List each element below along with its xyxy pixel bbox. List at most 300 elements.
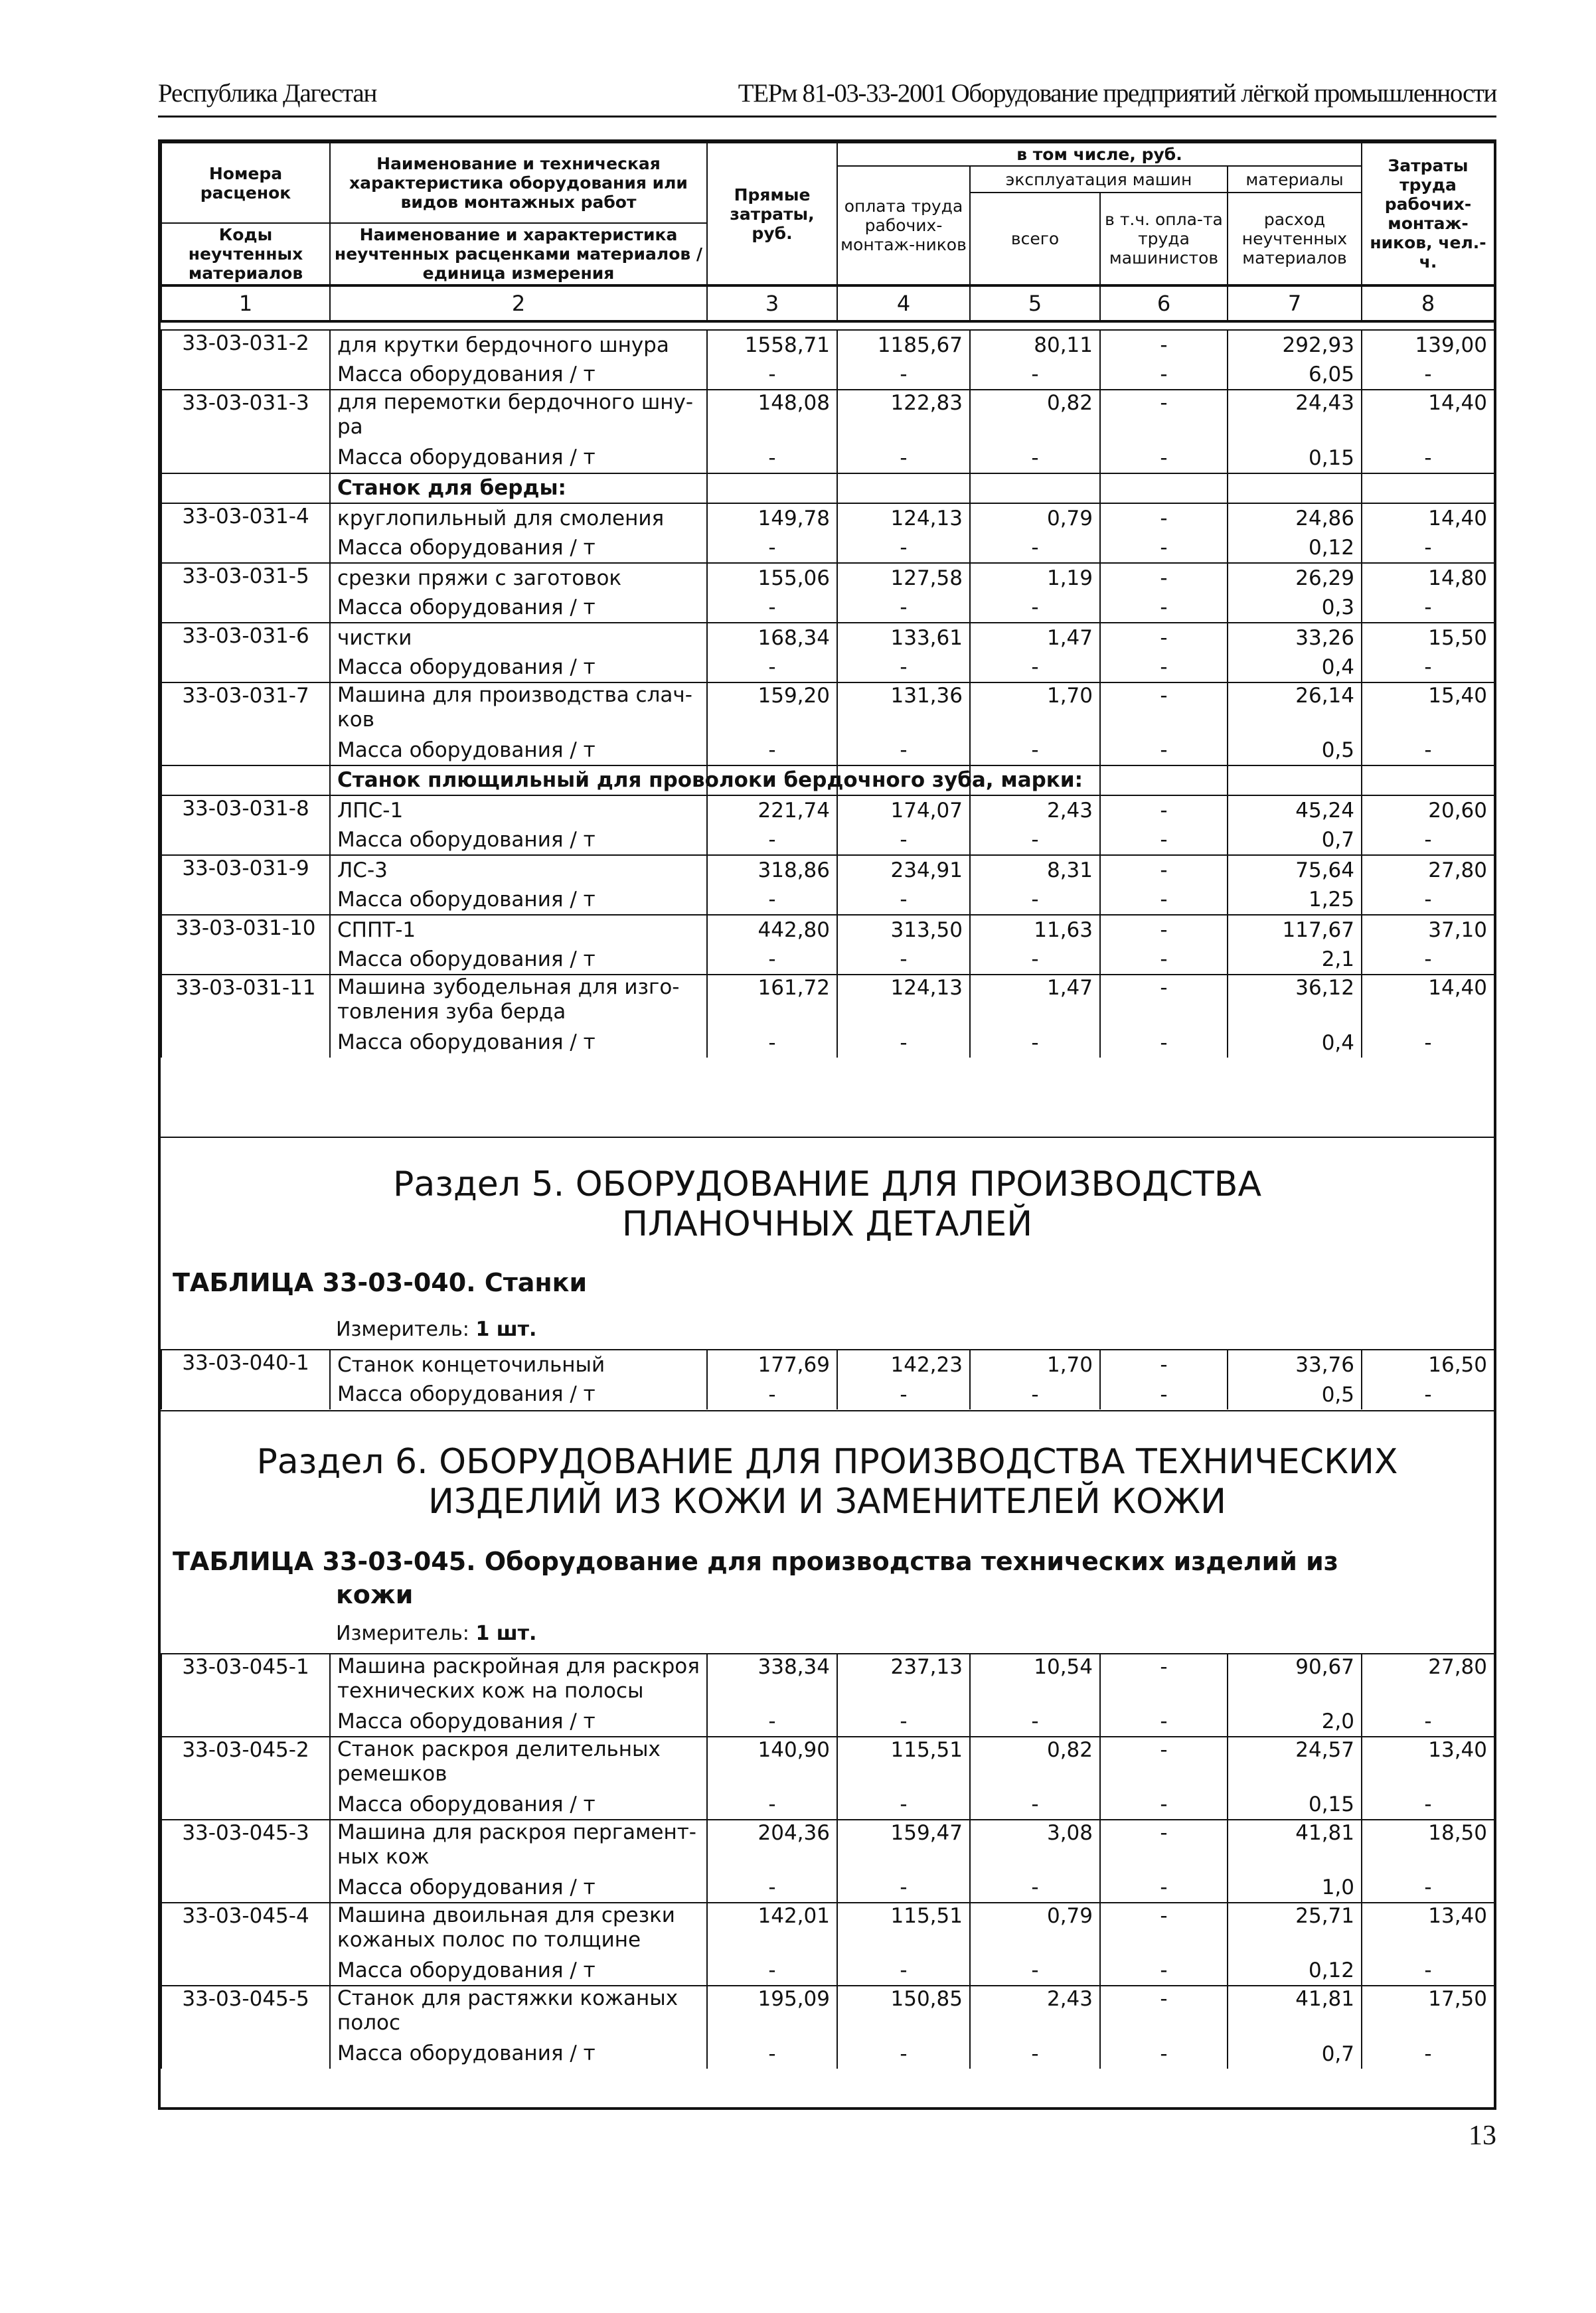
table-row: [161, 1737, 1494, 1790]
labor-hours-dash: -: [1362, 825, 1494, 855]
labor-hours-dash: -: [1362, 1873, 1494, 1903]
direct-costs-value: 1558,71: [707, 330, 837, 360]
direct-costs-value: 318,86: [707, 855, 837, 885]
machine-total-value: 0,82: [970, 1737, 1100, 1790]
rate-code: 33-03-031-11: [161, 975, 330, 1058]
worker-pay-dash: -: [837, 1873, 970, 1903]
rates-table-031: [161, 329, 1495, 1058]
mass-row: [161, 653, 1494, 682]
header-machine-operation: эксплуатация машин: [970, 166, 1228, 193]
subsection-heading: Станок плющильный для проволоки бердочного зуба, марки:: [330, 765, 707, 795]
measure-value: 1 шт.: [475, 1622, 537, 1645]
table-row: [161, 390, 1494, 443]
direct-costs-dash: -: [707, 945, 837, 975]
machine-total-value: 0,79: [970, 503, 1100, 533]
worker-pay-dash: -: [837, 945, 970, 975]
worker-pay-dash: -: [837, 2039, 970, 2069]
machine-total-value: 3,08: [970, 1820, 1100, 1873]
mass-row: [161, 945, 1494, 975]
equipment-mass: 2,0: [1228, 1707, 1362, 1737]
materials-value: 26,29: [1228, 563, 1362, 593]
machinist-pay-dash: -: [1100, 736, 1228, 765]
materials-value: 33,26: [1228, 623, 1362, 653]
materials-value: 41,81: [1228, 1820, 1362, 1873]
machinist-pay-dash: -: [1100, 2039, 1228, 2069]
worker-pay-value: 131,36: [837, 682, 970, 736]
worker-pay-dash: -: [837, 885, 970, 915]
header-direct-costs: Прямые затраты, руб.: [707, 143, 837, 285]
mass-label: Масса оборудования / т: [330, 360, 707, 390]
direct-costs-value: 155,06: [707, 563, 837, 593]
equipment-name: чистки: [330, 623, 707, 653]
mass-row: [161, 825, 1494, 855]
machinist-pay-value: -: [1100, 682, 1228, 736]
machinist-pay-dash: -: [1100, 593, 1228, 623]
machinist-pay-value: -: [1100, 1350, 1228, 1380]
labor-hours-value: 14,40: [1362, 503, 1494, 533]
equipment-mass: 0,3: [1228, 593, 1362, 623]
materials-value: 25,71: [1228, 1903, 1362, 1956]
section-6-title-line-1: Раздел 6. ОБОРУДОВАНИЕ ДЛЯ ПРОИЗВОДСТВА ТЕХНИЧЕСКИХ: [256, 1442, 1398, 1482]
direct-costs-dash: -: [707, 1707, 837, 1737]
labor-hours-value: 14,80: [1362, 563, 1494, 593]
machine-total-dash: -: [970, 945, 1100, 975]
table-row: [161, 1986, 1494, 2039]
direct-costs-dash: -: [707, 1790, 837, 1820]
equipment-mass: 0,15: [1228, 1790, 1362, 1820]
empty-cell: [1100, 765, 1228, 795]
labor-hours-value: 20,60: [1362, 795, 1494, 825]
mass-label: Масса оборудования / т: [330, 1028, 707, 1058]
machine-total-value: 0,82: [970, 390, 1100, 443]
mass-label: Масса оборудования / т: [330, 1380, 707, 1409]
materials-value: 117,67: [1228, 915, 1362, 945]
rate-code: 33-03-031-7: [161, 682, 330, 765]
rate-code: 33-03-045-4: [161, 1903, 330, 1986]
worker-pay-value: 124,13: [837, 503, 970, 533]
labor-hours-dash: -: [1362, 945, 1494, 975]
machine-total-value: 10,54: [970, 1654, 1100, 1707]
labor-hours-value: 13,40: [1362, 1737, 1494, 1790]
rate-code: 33-03-031-3: [161, 390, 330, 473]
direct-costs-value: 442,80: [707, 915, 837, 945]
direct-costs-dash: -: [707, 653, 837, 682]
worker-pay-dash: -: [837, 1380, 970, 1409]
materials-value: 41,81: [1228, 1986, 1362, 2039]
colnum-5: 5: [970, 285, 1100, 321]
labor-hours-value: 15,50: [1362, 623, 1494, 653]
mass-row: [161, 1380, 1494, 1409]
page-number: 13: [1469, 2120, 1496, 2151]
worker-pay-dash: -: [837, 1956, 970, 1986]
equipment-mass: 0,7: [1228, 2039, 1362, 2069]
machinist-pay-value: -: [1100, 1737, 1228, 1790]
machinist-pay-value: -: [1100, 390, 1228, 443]
rate-code: 33-03-045-3: [161, 1820, 330, 1903]
machine-total-dash: -: [970, 1873, 1100, 1903]
header-worker-pay: оплата труда рабочих-монтаж-ников: [837, 166, 970, 285]
direct-costs-dash: -: [707, 2039, 837, 2069]
machine-total-value: 2,43: [970, 1986, 1100, 2039]
machine-total-dash: -: [970, 736, 1100, 765]
section-divider: [161, 1410, 1494, 1411]
machinist-pay-dash: -: [1100, 945, 1228, 975]
direct-costs-value: 177,69: [707, 1350, 837, 1380]
mass-label: Масса оборудования / т: [330, 945, 707, 975]
empty-cell: [837, 473, 970, 503]
measure-label: Измеритель:: [336, 1318, 469, 1341]
machinist-pay-value: -: [1100, 795, 1228, 825]
equipment-mass: 1,0: [1228, 1873, 1362, 1903]
colnum-2: 2: [330, 285, 707, 321]
equipment-mass: 0,15: [1228, 443, 1362, 473]
machine-total-value: 80,11: [970, 330, 1100, 360]
machinist-pay-value: -: [1100, 563, 1228, 593]
colnum-1: 1: [161, 285, 330, 321]
direct-costs-value: 159,20: [707, 682, 837, 736]
machinist-pay-value: -: [1100, 503, 1228, 533]
table-row: [161, 975, 1494, 1028]
direct-costs-value: 204,36: [707, 1820, 837, 1873]
header-machine-total: всего: [970, 193, 1100, 285]
machine-total-dash: -: [970, 533, 1100, 563]
rate-code: 33-03-031-10: [161, 915, 330, 975]
header-equipment-name: Наименование и техническая характеристика оборудования или видов монтажных работ: [330, 143, 707, 223]
labor-hours-value: 139,00: [1362, 330, 1494, 360]
machine-total-value: 1,19: [970, 563, 1100, 593]
machinist-pay-value: -: [1100, 1986, 1228, 2039]
running-header-region: Республика Дагестан: [158, 79, 377, 108]
worker-pay-value: 127,58: [837, 563, 970, 593]
machine-total-dash: -: [970, 443, 1100, 473]
empty-cell: [161, 765, 330, 795]
direct-costs-dash: -: [707, 736, 837, 765]
worker-pay-value: 142,23: [837, 1350, 970, 1380]
table-row: [161, 1350, 1494, 1380]
materials-value: 24,57: [1228, 1737, 1362, 1790]
machinist-pay-dash: -: [1100, 1873, 1228, 1903]
measure-value: 1 шт.: [475, 1318, 537, 1341]
header-labor-hours: Затраты труда рабочих-монтаж-ников, чел.-ч.: [1362, 143, 1494, 285]
labor-hours-dash: -: [1362, 1790, 1494, 1820]
labor-hours-dash: -: [1362, 653, 1494, 682]
equipment-mass: 0,5: [1228, 1380, 1362, 1409]
colnum-6: 6: [1100, 285, 1228, 321]
table-row: [161, 1903, 1494, 1956]
mass-row: [161, 1873, 1494, 1903]
mass-label: Масса оборудования / т: [330, 825, 707, 855]
labor-hours-dash: -: [1362, 1956, 1494, 1986]
worker-pay-value: 237,13: [837, 1654, 970, 1707]
table-row: [161, 1820, 1494, 1873]
table-033-03-045-title-line-1: ТАБЛИЦА 33-03-045. Оборудование для производства технических изделий из: [173, 1547, 1338, 1576]
worker-pay-value: 124,13: [837, 975, 970, 1028]
labor-hours-dash: -: [1362, 885, 1494, 915]
table-033-03-045-title-line-2: кожи: [336, 1580, 414, 1609]
colnum-4: 4: [837, 285, 970, 321]
worker-pay-dash: -: [837, 533, 970, 563]
worker-pay-value: 115,51: [837, 1737, 970, 1790]
rate-code: 33-03-045-2: [161, 1737, 330, 1820]
direct-costs-value: 195,09: [707, 1986, 837, 2039]
worker-pay-dash: -: [837, 1790, 970, 1820]
labor-hours-dash: -: [1362, 533, 1494, 563]
equipment-name: Станок концеточильный: [330, 1350, 707, 1380]
direct-costs-value: 221,74: [707, 795, 837, 825]
direct-costs-value: 161,72: [707, 975, 837, 1028]
machinist-pay-dash: -: [1100, 885, 1228, 915]
labor-hours-value: 13,40: [1362, 1903, 1494, 1956]
subsection-heading: Станок для берды:: [330, 473, 707, 503]
materials-value: 24,86: [1228, 503, 1362, 533]
worker-pay-dash: -: [837, 593, 970, 623]
machine-total-value: 1,70: [970, 1350, 1100, 1380]
equipment-name: круглопильный для смоления: [330, 503, 707, 533]
mass-label: Масса оборудования / т: [330, 1956, 707, 1986]
equipment-name: СППТ-1: [330, 915, 707, 945]
machine-total-value: 2,43: [970, 795, 1100, 825]
labor-hours-dash: -: [1362, 736, 1494, 765]
direct-costs-value: 338,34: [707, 1654, 837, 1707]
machine-total-value: 1,47: [970, 975, 1100, 1028]
machine-total-dash: -: [970, 825, 1100, 855]
equipment-name: срезки пряжи с заготовок: [330, 563, 707, 593]
rate-code: 33-03-031-9: [161, 855, 330, 915]
worker-pay-value: 174,07: [837, 795, 970, 825]
direct-costs-value: 148,08: [707, 390, 837, 443]
equipment-mass: 0,5: [1228, 736, 1362, 765]
direct-costs-value: 168,34: [707, 623, 837, 653]
worker-pay-value: 313,50: [837, 915, 970, 945]
machinist-pay-value: -: [1100, 855, 1228, 885]
machinist-pay-dash: -: [1100, 1380, 1228, 1409]
section-6-title-line-2: ИЗДЕЛИЙ ИЗ КОЖИ И ЗАМЕНИТЕЛЕЙ КОЖИ: [428, 1482, 1227, 1522]
equipment-name: Машина двоильная для срезки кожаных полос по толщине: [330, 1903, 707, 1956]
labor-hours-dash: -: [1362, 443, 1494, 473]
header-rule: [158, 116, 1496, 118]
direct-costs-dash: -: [707, 593, 837, 623]
rates-table-045: [161, 1653, 1495, 2069]
worker-pay-dash: -: [837, 360, 970, 390]
labor-hours-dash: -: [1362, 1380, 1494, 1409]
equipment-name: ЛПС-1: [330, 795, 707, 825]
machine-total-value: 1,70: [970, 682, 1100, 736]
empty-cell: [1362, 473, 1494, 503]
colnum-8: 8: [1362, 285, 1494, 321]
labor-hours-dash: -: [1362, 2039, 1494, 2069]
machine-total-dash: -: [970, 885, 1100, 915]
labor-hours-value: 14,40: [1362, 390, 1494, 443]
machinist-pay-dash: -: [1100, 443, 1228, 473]
mass-row: [161, 1956, 1494, 1986]
table-row: [161, 623, 1494, 653]
direct-costs-dash: -: [707, 1956, 837, 1986]
mass-label: Масса оборудования / т: [330, 443, 707, 473]
machinist-pay-value: -: [1100, 1903, 1228, 1956]
header-material-consumption: расход неучтенных материалов: [1228, 193, 1362, 285]
worker-pay-dash: -: [837, 653, 970, 682]
mass-row: [161, 885, 1494, 915]
machinist-pay-dash: -: [1100, 360, 1228, 390]
colnum-3: 3: [707, 285, 837, 321]
subsection-row-flattening: [161, 765, 1494, 795]
machine-total-dash: -: [970, 1028, 1100, 1058]
worker-pay-dash: -: [837, 1028, 970, 1058]
machinist-pay-dash: -: [1100, 1028, 1228, 1058]
mass-row: [161, 443, 1494, 473]
rate-code: 33-03-045-5: [161, 1986, 330, 2069]
table-033-03-040-title: ТАБЛИЦА 33-03-040. Станки: [173, 1268, 588, 1297]
labor-hours-value: 14,40: [1362, 975, 1494, 1028]
machine-total-dash: -: [970, 2039, 1100, 2069]
equipment-name: Машина для раскроя пергамент-ных кож: [330, 1820, 707, 1873]
measure-unit-045: [336, 1622, 536, 1645]
mass-label: Масса оборудования / т: [330, 1707, 707, 1737]
header-including-group: в том числе, руб.: [837, 143, 1362, 166]
mass-row: [161, 736, 1494, 765]
labor-hours-value: 16,50: [1362, 1350, 1494, 1380]
labor-hours-dash: -: [1362, 593, 1494, 623]
machinist-pay-value: -: [1100, 330, 1228, 360]
section-5-title-line-2: ПЛАНОЧНЫХ ДЕТАЛЕЙ: [621, 1204, 1033, 1244]
empty-cell: [1100, 473, 1228, 503]
machine-total-value: 8,31: [970, 855, 1100, 885]
materials-value: 36,12: [1228, 975, 1362, 1028]
mass-label: Масса оборудования / т: [330, 736, 707, 765]
equipment-mass: 2,1: [1228, 945, 1362, 975]
equipment-name: Станок для растяжки кожаных полос: [330, 1986, 707, 2039]
empty-cell: [1228, 473, 1362, 503]
worker-pay-dash: -: [837, 825, 970, 855]
mass-row: [161, 593, 1494, 623]
equipment-mass: 0,4: [1228, 653, 1362, 682]
machinist-pay-dash: -: [1100, 825, 1228, 855]
machine-total-value: 0,79: [970, 1903, 1100, 1956]
table-row: [161, 563, 1494, 593]
labor-hours-value: 27,80: [1362, 855, 1494, 885]
machine-total-dash: -: [970, 653, 1100, 682]
mass-row: [161, 2039, 1494, 2069]
equipment-name: Станок раскроя делительных ремешков: [330, 1737, 707, 1790]
machinist-pay-value: -: [1100, 975, 1228, 1028]
equipment-mass: 1,25: [1228, 885, 1362, 915]
machinist-pay-value: -: [1100, 1654, 1228, 1707]
header-materials: материалы: [1228, 166, 1362, 193]
mass-row: [161, 1028, 1494, 1058]
equipment-mass: 0,12: [1228, 1956, 1362, 1986]
section-5-title-line-1: Раздел 5. ОБОРУДОВАНИЕ ДЛЯ ПРОИЗВОДСТВА: [392, 1164, 1262, 1204]
labor-hours-dash: -: [1362, 360, 1494, 390]
materials-value: 33,76: [1228, 1350, 1362, 1380]
direct-costs-dash: -: [707, 533, 837, 563]
mass-row: [161, 533, 1494, 563]
mass-label: Масса оборудования / т: [330, 1790, 707, 1820]
rate-code: 33-03-031-4: [161, 503, 330, 563]
machinist-pay-value: -: [1100, 623, 1228, 653]
labor-hours-dash: -: [1362, 1707, 1494, 1737]
machine-total-dash: -: [970, 360, 1100, 390]
worker-pay-dash: -: [837, 443, 970, 473]
table-column-headers: [161, 142, 1495, 323]
table-row: [161, 795, 1494, 825]
worker-pay-value: 133,61: [837, 623, 970, 653]
colnum-7: 7: [1228, 285, 1362, 321]
materials-value: 90,67: [1228, 1654, 1362, 1707]
worker-pay-value: 150,85: [837, 1986, 970, 2039]
machine-total-value: 1,47: [970, 623, 1100, 653]
rate-code: 33-03-040-1: [161, 1350, 330, 1409]
rate-code: 33-03-045-1: [161, 1654, 330, 1737]
machinist-pay-value: -: [1100, 915, 1228, 945]
equipment-name: Машина раскройная для раскроя технических кож на полосы: [330, 1654, 707, 1707]
labor-hours-value: 18,50: [1362, 1820, 1494, 1873]
machinist-pay-dash: -: [1100, 653, 1228, 682]
table-row: [161, 855, 1494, 885]
labor-hours-value: 37,10: [1362, 915, 1494, 945]
measure-unit-040: [336, 1318, 536, 1341]
equipment-mass: 0,12: [1228, 533, 1362, 563]
table-row: [161, 1654, 1494, 1707]
table-row: [161, 915, 1494, 945]
machinist-pay-dash: -: [1100, 1707, 1228, 1737]
machine-total-value: 11,63: [970, 915, 1100, 945]
machinist-pay-value: -: [1100, 1820, 1228, 1873]
equipment-name: для перемотки бердочного шну-ра: [330, 390, 707, 443]
table-row: [161, 330, 1494, 360]
worker-pay-value: 115,51: [837, 1903, 970, 1956]
direct-costs-dash: -: [707, 1028, 837, 1058]
mass-label: Масса оборудования / т: [330, 533, 707, 563]
direct-costs-value: 142,01: [707, 1903, 837, 1956]
rate-code: 33-03-031-2: [161, 330, 330, 390]
direct-costs-dash: -: [707, 360, 837, 390]
machine-total-dash: -: [970, 593, 1100, 623]
materials-value: 26,14: [1228, 682, 1362, 736]
worker-pay-dash: -: [837, 1707, 970, 1737]
mass-label: Масса оборудования / т: [330, 653, 707, 682]
table-row: [161, 503, 1494, 533]
labor-hours-value: 17,50: [1362, 1986, 1494, 2039]
machine-total-dash: -: [970, 1707, 1100, 1737]
equipment-mass: 0,4: [1228, 1028, 1362, 1058]
equipment-name: ЛС-3: [330, 855, 707, 885]
worker-pay-dash: -: [837, 736, 970, 765]
mass-row: [161, 1790, 1494, 1820]
equipment-name: Машина для производства слач-ков: [330, 682, 707, 736]
labor-hours-dash: -: [1362, 1028, 1494, 1058]
rate-code: 33-03-031-8: [161, 795, 330, 855]
machine-total-dash: -: [970, 1380, 1100, 1409]
labor-hours-value: 27,80: [1362, 1654, 1494, 1707]
section-divider: [161, 1137, 1494, 1138]
mass-row: [161, 360, 1494, 390]
header-machinist-pay: в т.ч. опла-та труда машинистов: [1100, 193, 1228, 285]
direct-costs-dash: -: [707, 1380, 837, 1409]
direct-costs-value: 140,90: [707, 1737, 837, 1790]
machine-total-dash: -: [970, 1790, 1100, 1820]
equipment-name: для крутки бердочного шнура: [330, 330, 707, 360]
mass-label: Масса оборудования / т: [330, 885, 707, 915]
header-material-name: Наименование и характеристика неучтенных расценками материалов / единица измерения: [330, 223, 707, 285]
rate-code: 33-03-031-5: [161, 563, 330, 623]
materials-value: 45,24: [1228, 795, 1362, 825]
equipment-mass: 0,7: [1228, 825, 1362, 855]
empty-cell: [707, 473, 837, 503]
empty-cell: [1362, 765, 1494, 795]
equipment-name: Машина зубодельная для изго-товления зуба берда: [330, 975, 707, 1028]
direct-costs-dash: -: [707, 1873, 837, 1903]
worker-pay-value: 1185,67: [837, 330, 970, 360]
